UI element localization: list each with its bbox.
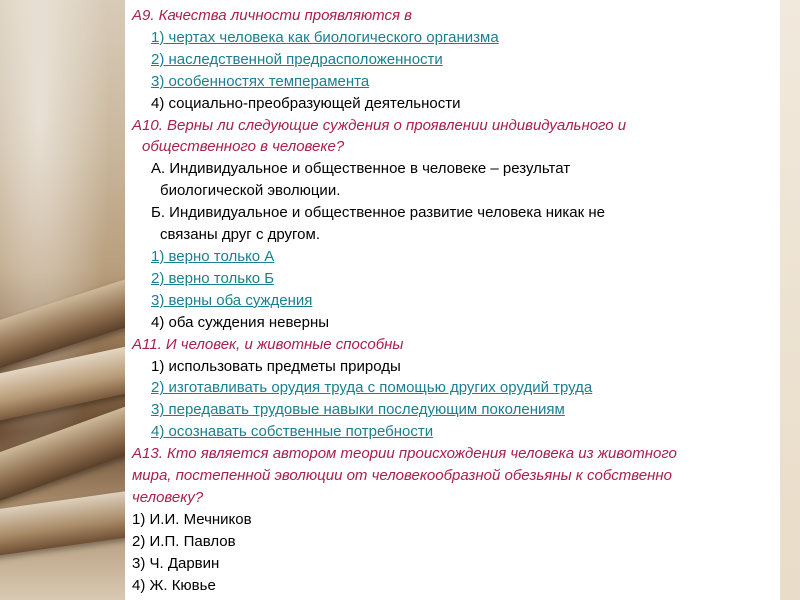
a9-option-2-link[interactable]: 2) наследственной предрасположенности [151,50,443,68]
a13-option-1: 1) И.И. Мечников [132,510,252,528]
a10-option-1-link[interactable]: 1) верно только А [151,247,275,265]
question-a13-cont-2: человеку? [132,488,204,506]
question-a13: А13. Кто является автором теории происхождения человека из животного [132,445,677,463]
a13-option-3: 3) Ч. Дарвин [132,554,220,572]
a11-option-2-link[interactable]: 2) изготавливать орудия труда с помощью других орудий труда [151,379,593,397]
background-right-edge [780,0,800,600]
book-decoration [0,487,130,559]
question-a11: А11. И человек, и животные способны [132,335,404,353]
a10-statement-a: А. Индивидуальное и общественное в человеке – результат [151,160,571,178]
a11-option-1: 1) использовать предметы природы [151,357,401,375]
a10-option-3-link[interactable]: 3) верны оба суждения [151,291,313,309]
a10-statement-b-cont: связаны друг с другом. [160,226,320,244]
background-books-image [0,0,130,600]
a13-option-2: 2) И.П. Павлов [132,532,236,550]
a11-option-4-link[interactable]: 4) осознавать собственные потребности [151,423,434,441]
a10-statement-a-cont: биологической эволюции. [160,182,341,200]
a11-option-3-link[interactable]: 3) передавать трудовые навыки последующим поколениям [151,401,565,419]
question-a9: А9. Качества личности проявляются в [132,7,413,24]
question-a13-cont-1: мира, постепенной эволюции от человекообразной обезьяны к собственно [132,467,672,485]
a10-option-4: 4) оба суждения неверны [151,313,330,331]
a10-statement-b: Б. Индивидуальное и общественное развитие человека никак не [151,204,605,222]
quiz-content [132,5,777,596]
a9-option-1-link[interactable]: 1) чертах человека как биологического организма [151,28,499,46]
a9-option-3-link[interactable]: 3) особенностях темперамента [151,72,370,90]
question-a10-cont: общественного в человеке? [142,138,345,156]
a9-option-4: 4) социально-преобразующей деятельности [151,94,461,112]
question-a10: А10. Верны ли следующие суждения о проявлении индивидуального и [132,116,627,134]
a10-option-2-link[interactable]: 2) верно только Б [151,269,275,287]
slide-text-panel [125,0,780,600]
a13-option-4: 4) Ж. Кювье [132,576,216,594]
